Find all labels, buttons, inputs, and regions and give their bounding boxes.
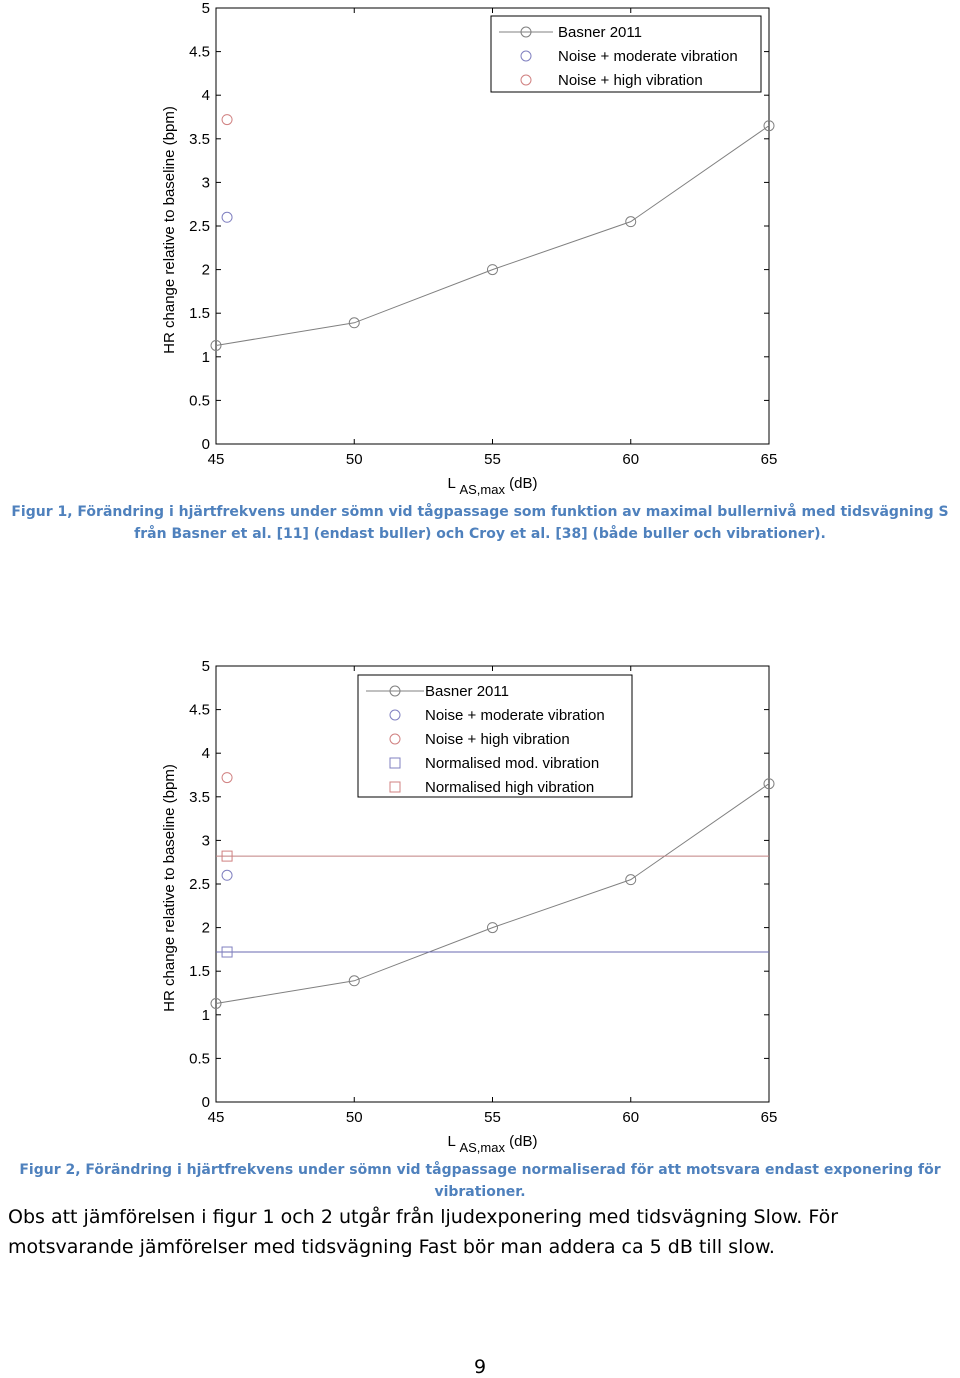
y-axis-label: HR change relative to baseline (bpm) [161, 764, 178, 1012]
data-point-circle [222, 773, 232, 783]
legend-entry: Basner 2011 [425, 683, 509, 700]
x-tick-label: 45 [207, 1109, 225, 1126]
y-tick-label: 5 [201, 0, 210, 17]
legend-entry: Normalised high vibration [425, 779, 595, 796]
x-tick-label: 60 [622, 451, 640, 468]
figure-2-caption: Figur 2, Förändring i hjärtfrekvens under sömn vid tågpassage normaliserad för att motsvara endast exponering för vibrationer. [19, 1162, 941, 1200]
x-tick-label: 50 [345, 1109, 363, 1126]
y-tick-label: 2.5 [189, 876, 210, 893]
y-tick-label: 3 [201, 832, 210, 850]
y-tick-label: 0.5 [189, 392, 210, 410]
y-tick-label: 3.5 [189, 130, 210, 148]
y-tick-label: 1 [201, 348, 210, 366]
x-tick-label: 45 [207, 451, 225, 468]
x-tick-label: 55 [484, 451, 501, 468]
series-line [216, 126, 769, 346]
y-tick-label: 1 [201, 1006, 210, 1024]
comparison-note: Obs att jämförelsen i figur 1 och 2 utgår från ljudexponering med tidsvägning Slow. För motsvarande jämförelser med tidsvägning Fast bör man addera ca 5 dB till slow. [8, 1206, 839, 1258]
figure-2-chart [0, 658, 960, 1158]
x-tick-label: 60 [622, 1109, 640, 1126]
y-tick-label: 2.5 [189, 218, 210, 235]
y-tick-label: 0 [201, 436, 210, 453]
x-tick-label: 65 [760, 451, 778, 468]
legend-entry: Noise + moderate vibration [425, 707, 605, 724]
y-tick-label: 1.5 [189, 963, 210, 981]
x-tick-label: 50 [345, 451, 363, 468]
y-tick-label: 4.5 [189, 43, 210, 61]
legend-entry: Noise + high vibration [425, 731, 570, 748]
y-tick-label: 1.5 [189, 305, 210, 323]
data-point-circle [222, 115, 232, 125]
y-axis-label: HR change relative to baseline (bpm) [161, 106, 178, 354]
legend-entry: Basner 2011 [558, 24, 642, 41]
x-axis-label: L AS,max (dB) [447, 475, 538, 497]
y-tick-label: 4 [201, 87, 210, 105]
data-point-circle [222, 870, 232, 880]
legend-entry: Noise + moderate vibration [558, 48, 738, 65]
y-tick-label: 0 [201, 1094, 210, 1111]
y-tick-label: 3 [201, 174, 210, 192]
y-tick-label: 4 [201, 745, 210, 763]
y-tick-label: 2 [201, 261, 210, 279]
legend-entry: Normalised mod. vibration [425, 755, 600, 772]
y-tick-label: 3.5 [189, 788, 210, 806]
legend-entry: Noise + high vibration [558, 72, 703, 89]
data-point-circle [222, 212, 232, 222]
y-tick-label: 2 [201, 919, 210, 937]
y-tick-label: 5 [201, 658, 210, 675]
series-line [216, 784, 769, 1004]
x-tick-label: 55 [484, 1109, 501, 1126]
x-tick-label: 65 [760, 1109, 778, 1126]
x-axis-label: L AS,max (dB) [447, 1133, 538, 1155]
y-tick-label: 0.5 [189, 1050, 210, 1068]
figure-1-caption: Figur 1, Förändring i hjärtfrekvens under sömn vid tågpassage som funktion av maximal bullernivå med tidsvägning S från Basner et al. [11] (endast buller) och Croy et al. [38] (både buller och vibrationer). [11, 504, 949, 542]
figure-1-chart [0, 0, 960, 500]
y-tick-label: 4.5 [189, 701, 210, 719]
page-number: 9 [473, 1356, 487, 1378]
